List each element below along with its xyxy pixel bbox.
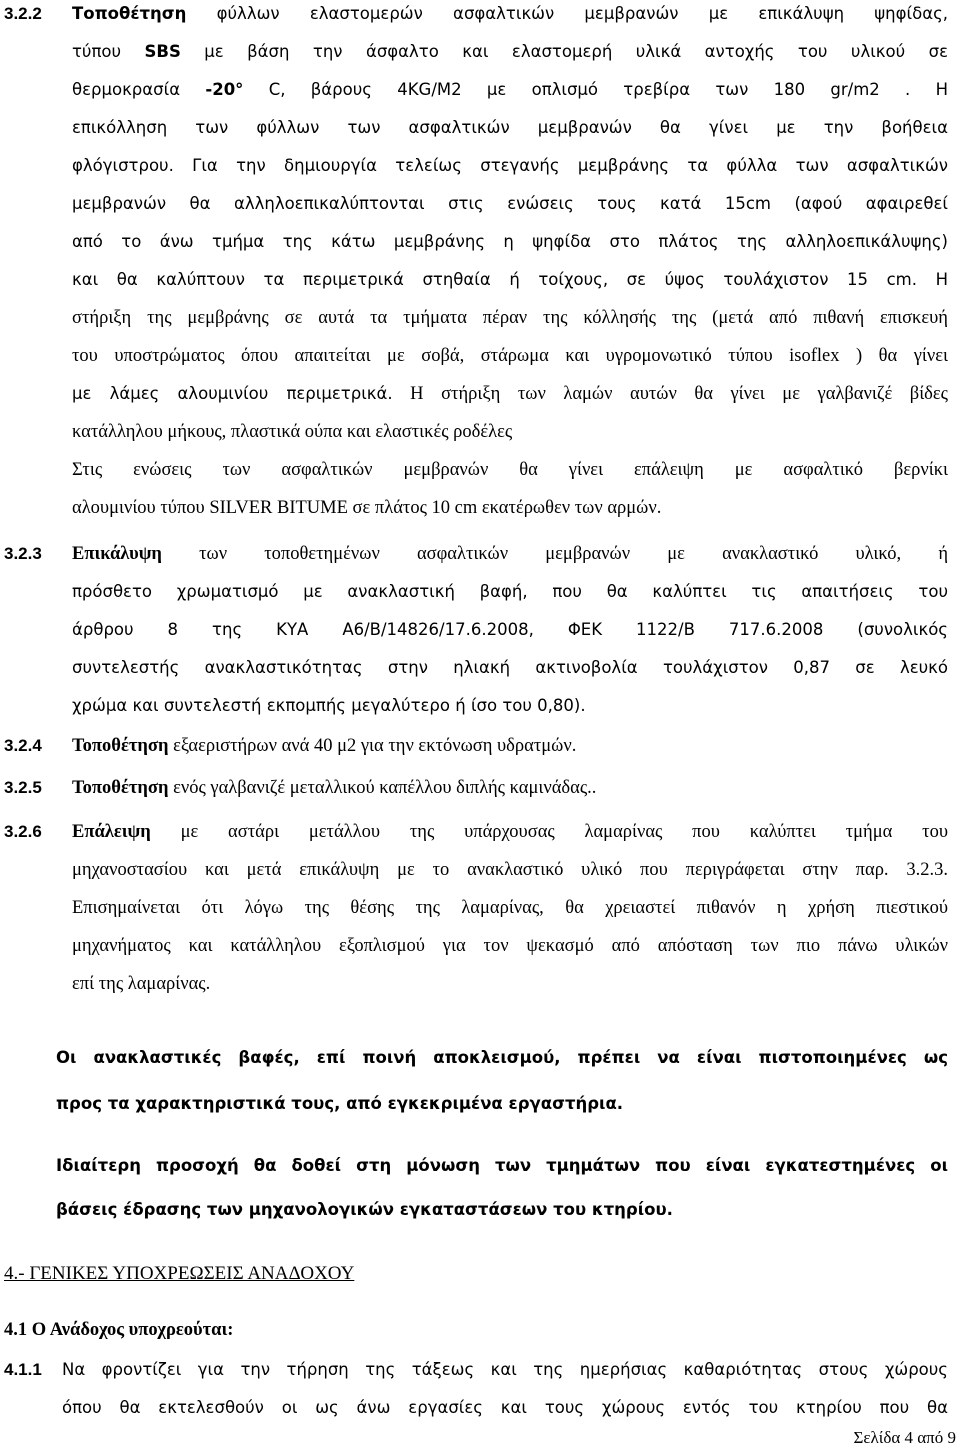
text: με βάση την άσφαλτο και ελαστομερή υλικά αντοχής του υλικού σε: [180, 42, 948, 61]
paragraph-line: [72, 778, 596, 798]
paragraph-line: Στις ενώσεις των ασφαλτικών μεμβρανών θα γίνει επάλειψη με ασφαλτικό βερνίκι: [72, 460, 948, 480]
text: εξαεριστήρων ανά 40 μ2 για την εκτόνωση υδρατμών.: [168, 736, 577, 756]
note-line: Ιδιαίτερη προσοχή θα δοθεί στη μόνωση των τμημάτων που είναι εγκατεστημένες οι: [56, 1156, 948, 1175]
page-number: Σελίδα 4 από 9: [853, 1428, 956, 1447]
paragraph-line: [72, 736, 576, 756]
paragraph-line: επί της λαμαρίνας.: [72, 974, 211, 994]
text: με λάμες αλουμινίου περιμετρικά.: [72, 384, 393, 403]
text: με αστάρι μετάλλου της υπάρχουσας λαμαρίνας που καλύπτει τμήμα του: [150, 822, 948, 842]
paragraph-line: φλόγιστρου. Για την δημιουργία τελείως στεγανής μεμβράνης τα φύλλα των ασφαλτικών: [72, 156, 948, 175]
section-number: 3.2.5: [4, 778, 42, 797]
paragraph-line: και θα καλύπτουν τα περιμετρικά στηθαία ή τοίχους, σε ύψος τουλάχιστον 15 cm. Η: [72, 270, 948, 289]
section-number: 3.2.3: [4, 544, 42, 563]
paragraph-line: συντελεστής ανακλαστικότητας στην ηλιακή ακτινοβολία τουλάχιστον 0,87 σε λευκό: [72, 658, 948, 677]
paragraph-line: Να φροντίζει για την τήρηση της τάξεως και της ημερήσιας καθαριότητας στους χώρους: [62, 1360, 948, 1379]
paragraph-line: [72, 544, 948, 564]
section-title: Τοποθέτηση: [72, 778, 169, 798]
section-title: Επικάλυψη: [72, 544, 162, 564]
paragraph-line: μηχανοστασίου και μετά επικάλυψη με το ανακλαστικό υλικό που περιγράφεται στην παρ. 3.2.3.: [72, 860, 948, 880]
subsection-heading: 4.1 Ο Ανάδοχος υποχρεούται:: [4, 1320, 234, 1340]
section-number: 3.2.4: [4, 736, 42, 755]
paragraph-line: επικόλληση των φύλλων των ασφαλτικών μεμβρανών θα γίνει με την βοήθεια: [72, 118, 948, 137]
section-title: Επάλειψη: [72, 822, 151, 842]
section-number: 3.2.2: [4, 4, 42, 23]
note-line: βάσεις έδρασης των μηχανολογικών εγκαταστάσεων του κτηρίου.: [56, 1200, 673, 1219]
paragraph-line: [72, 4, 948, 24]
paragraph-line: κατάλληλου μήκους, πλαστικά ούπα και ελαστικές ροδέλες: [72, 422, 513, 442]
note-line: Οι ανακλαστικές βαφές, επί ποινή αποκλεισμού, πρέπει να είναι πιστοποιημένες ως: [56, 1048, 948, 1067]
section-number: 3.2.6: [4, 822, 42, 841]
section-title: Τοποθέτηση: [72, 736, 169, 756]
note-line: προς τα χαρακτηριστικά τους, από εγκεκριμένα εργαστήρια.: [56, 1094, 624, 1113]
section-heading: 4.- ΓΕΝΙΚΕΣ ΥΠΟΧΡΕΩΣΕΙΣ ΑΝΑΔΟΧΟΥ: [4, 1263, 355, 1284]
paragraph-line: [72, 384, 948, 404]
paragraph-line: αλουμινίου τύπου SILVER BITUME σε πλάτος 10 cm εκατέρωθεν των αρμών.: [72, 498, 662, 518]
paragraph-line: του υποστρώματος όπου απαιτείται με σοβά, στάρωμα και υγρομονωτικό τύπου isoflex ) θα γίνει: [72, 346, 948, 366]
text: SBS: [144, 42, 181, 61]
paragraph-line: όπου θα εκτελεσθούν οι ως άνω εργασίες και τους χώρους εντός του κτηρίου που θα: [62, 1398, 948, 1417]
paragraph-line: πρόσθετο χρωματισμό με ανακλαστική βαφή, που θα καλύπτει τις απαιτήσεις του: [72, 582, 948, 601]
text: θερμοκρασία: [72, 80, 206, 99]
text: των τοποθετημένων ασφαλτικών μεμβρανών με ανακλαστικό υλικό, ή: [161, 544, 948, 564]
paragraph-line: [72, 822, 948, 842]
text: φύλλων ελαστομερών ασφαλτικών μεμβρανών με επικάλυψη ψηφίδας,: [216, 4, 949, 23]
paragraph-line: μηχανήματος και κατάλληλου εξοπλισμού για τον ψεκασμό από απόσταση των πιο πάνω υλικών: [72, 936, 948, 956]
paragraph-line: χρώμα και συντελεστή εκπομπής μεγαλύτερο ή ίσο του 0,80).: [72, 696, 586, 715]
paragraph-line: μεμβρανών θα αλληλοεπικαλύπτονται στις ενώσεις τους κατά 15cm (αφού αφαιρεθεί: [72, 194, 948, 213]
text: Η στήριξη των λαμών αυτών θα γίνει με γαλβανιζέ βίδες: [392, 384, 948, 404]
paragraph-line: άρθρου 8 της ΚΥΑ Α6/Β/14826/17.6.2008, ΦΕΚ 1122/Β 717.6.2008 (συνολικός: [72, 620, 948, 639]
paragraph-line: [72, 42, 948, 62]
text: -20°: [205, 80, 244, 99]
paragraph-line: Επισημαίνεται ότι λόγω της θέσης της λαμαρίνας, θα χρειαστεί πιθανόν η χρήση πιεστικού: [72, 898, 948, 918]
text: C, βάρους 4KG/M2 με οπλισμό τρεβίρα των 180 gr/m2 . Η: [243, 80, 948, 99]
section-number: 4.1.1: [4, 1360, 42, 1379]
paragraph-line: [72, 80, 948, 100]
text: τύπου: [72, 42, 145, 61]
text: ενός γαλβανιζέ μεταλλικού καπέλλου διπλής καμινάδας..: [168, 778, 597, 798]
section-title: Τοποθέτηση: [72, 4, 187, 23]
paragraph-line: από το άνω τμήμα της κάτω μεμβράνης η ψηφίδα στο πλάτος της αλληλοεπικάλυψης): [72, 232, 948, 251]
paragraph-line: στήριξη της μεμβράνης σε αυτά τα τμήματα πέραν της κόλλησής της (μετά από πιθανή επισκευή: [72, 308, 948, 328]
